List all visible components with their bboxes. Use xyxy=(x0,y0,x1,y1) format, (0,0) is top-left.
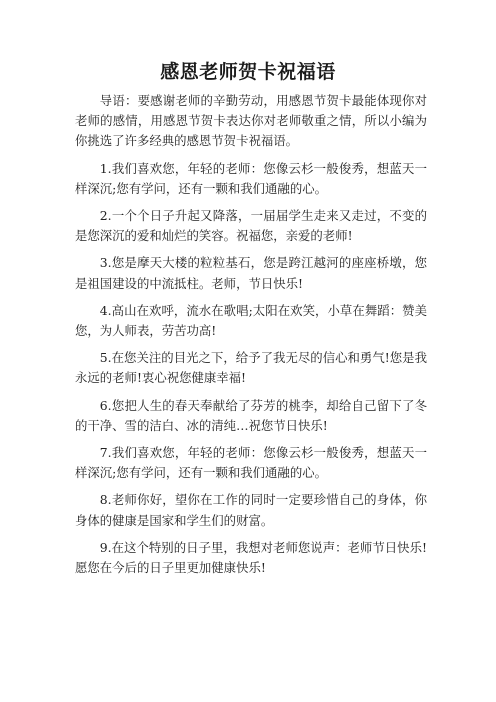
document-title: 感恩老师贺卡祝福语 xyxy=(160,61,336,83)
wish-item-8: 8.老师你好，望你在工作的同时一定要珍惜自己的身体，你身体的健康是国家和学生们的财富。 xyxy=(75,492,427,528)
wish-item-5: 5.在您关注的目光之下，给予了我无尽的信心和勇气!您是我永远的老师!衷心祝您健康幸福! xyxy=(75,350,427,386)
wish-item-2: 2.一个个日子升起又降落，一届届学生走来又走过，不变的是您深沉的爱和灿烂的笑容。祝福您，亲爱的老师! xyxy=(75,208,427,244)
document-body xyxy=(75,91,427,585)
wish-item-7: 7.我们喜欢您，年轻的老师：您像云杉一般俊秀，想蓝天一样深沉;您有学问，还有一颗和我们通融的心。 xyxy=(75,445,427,481)
intro-paragraph: 导语：要感谢老师的辛勤劳动，用感恩节贺卡最能体现你对老师的感情，用感恩节贺卡表达你对老师敬重之情，所以小编为你挑选了许多经典的感恩节贺卡祝福语。 xyxy=(75,93,427,149)
wish-item-1: 1.我们喜欢您，年轻的老师：您像云杉一般俊秀，想蓝天一样深沉;您有学问，还有一颗和我们通融的心。 xyxy=(75,160,427,196)
wish-item-3: 3.您是摩天大楼的粒粒基石，您是跨江越河的座座桥墩，您是祖国建设的中流抵柱。老师，节日快乐! xyxy=(75,255,427,291)
wish-item-4: 4.高山在欢呼，流水在歌唱;太阳在欢笑，小草在舞蹈：赞美您，为人师表，劳苦功高! xyxy=(75,302,427,339)
wish-item-9: 9.在这个特别的日子里，我想对老师您说声：老师节日快乐!愿您在今后的日子里更加健康快乐! xyxy=(75,539,427,576)
wish-item-6: 6.您把人生的春天奉献给了芬芳的桃李，却给自己留下了冬的干净、雪的洁白、冰的清纯…祝您节日快乐! xyxy=(75,397,427,433)
